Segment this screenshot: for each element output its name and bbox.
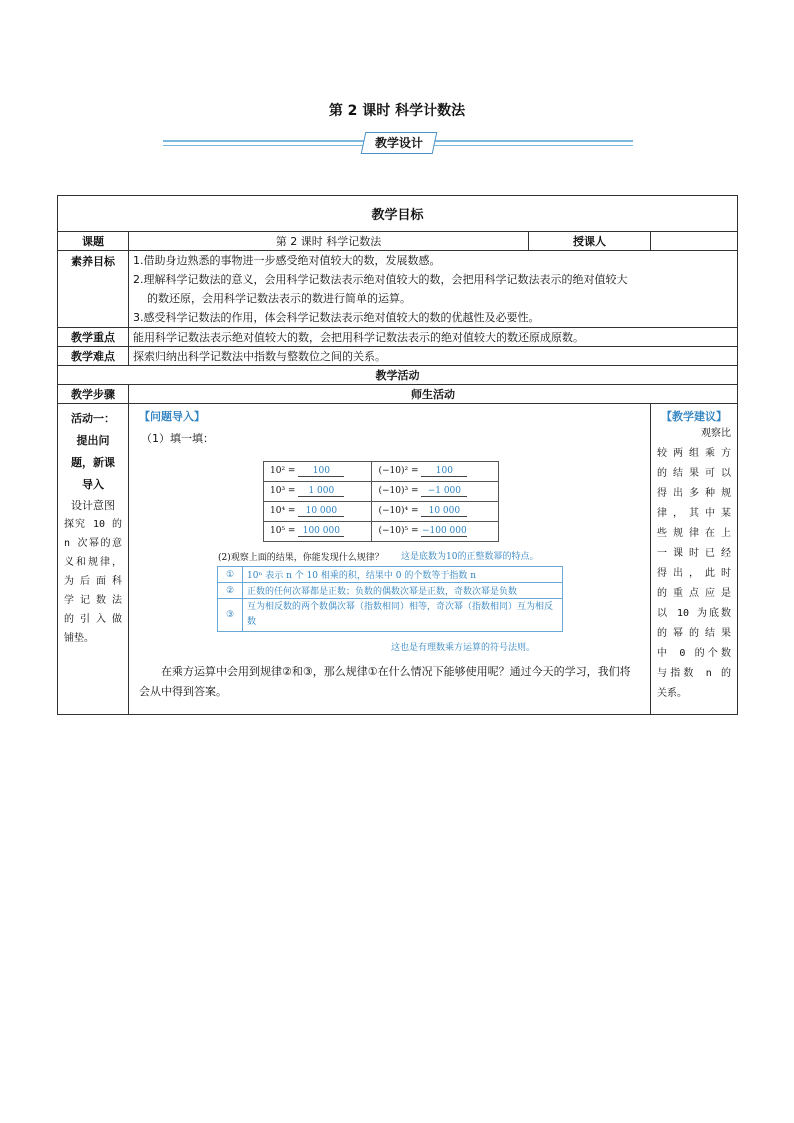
question-2: (2)观察上面的结果，你能发现什么规律？ [218,553,384,563]
difficulty-value: 探索归纳出科学记数法中指数与整数位之间的关系。 [129,347,738,366]
power-expr: 10² = [270,466,296,476]
design-line: 的引入做 [64,614,122,625]
power-expr: 10³ = [270,486,296,496]
rule-number: ③ [218,599,243,632]
power-answer: −1 000 [421,486,467,497]
suggest-line: 一课时已经 [657,548,732,559]
rule-row [218,567,563,583]
suggest-line: 得出多种规 [657,488,732,499]
suggest-line: 观察比 [701,428,732,439]
activity1-title-4: 导入 [82,478,104,491]
goal-2: 2.理解科学记数法的意义，会用科学记数法表示绝对值较大的数，会把用科学记数法表示的绝对值较大 [133,273,628,286]
suggest-line: 的重点应是 [657,588,732,599]
design-line: 义和规律， [64,557,122,568]
power-expr: 10⁵ = [270,526,296,536]
power-answer: −100 000 [421,526,467,536]
course-value: 第 2 课时 科学记数法 [129,232,529,251]
banner-text: 教学设计 [374,136,423,150]
table-header: 教学目标 [58,196,738,232]
power-expr: (−10)³ = [378,486,419,496]
suggest-line: 中 0 的个数 [657,648,732,659]
page-title: 第 2 课时 科学计数法 [328,103,466,119]
rule-number: ① [218,567,243,583]
power-expr: 10⁴ = [270,506,296,516]
design-heading: 设计意图 [71,499,115,512]
annotation-bottom: 这也是有理数乘方运算的符号法则。 [391,643,536,653]
suggest-line: 较两组乘方 [657,448,732,459]
rule-text: 互为相反数的两个数偶次幂（指数相同）相等，奇次幂（指数相同）互为相反数 [243,599,563,632]
annotation-top: 这是底数为10的正整数幂的特点。 [401,552,539,562]
powers-row [264,462,499,482]
design-line: n 次幂的意 [64,538,122,549]
teacher-label: 授课人 [529,232,651,251]
activity1-title-1: 活动一： [71,412,115,425]
activity1-title-2: 提出问 [76,434,110,447]
key-value: 能用科学记数法表示绝对值较大的数，会把用科学记数法表示的绝对值较大的数还原成原数。 [129,328,738,347]
goals-label: 素养目标 [58,251,129,328]
rule-text: 10ⁿ 表示 n 个 10 相乘的积，结果中 0 的个数等于指数 n [243,567,563,583]
suggest-line: 关系。 [657,688,687,699]
rule-row [218,599,563,632]
suggest-line: 律，其中某 [657,508,732,519]
difficulty-label: 教学难点 [58,347,129,366]
suggest-line: 的结果可以 [657,468,732,479]
task-text: （1）填一填： [141,432,214,445]
goals-list [129,251,738,328]
activity1-content [129,404,651,715]
design-line: 为后面科 [64,576,122,587]
power-expr: (−10)² = [378,466,419,476]
intro-paragraph: 在乘方运算中会用到规律②和③，那么规律①在什么情况下能够使用呢？通过今天的学习，我们将会从中得到答案。 [139,665,631,698]
power-answer: 100 [421,466,467,477]
power-answer: 10 000 [421,506,467,517]
activity-label: 师生活动 [129,385,738,404]
goal-2-cont: 的数还原，会用科学记数法表示的数进行简单的运算。 [147,292,411,305]
power-answer: 10 000 [298,506,344,517]
activity1-left [58,404,129,715]
rule-text: 正数的任何次幂都是正数；负数的偶数次幂是正数，奇数次幂是负数 [243,583,563,599]
teacher-value [651,232,738,251]
design-line: 学记数法 [64,595,122,606]
suggest-tag: 【教学建议】 [661,410,727,423]
goal-3: 3.感受科学记数法的作用，体会科学记数法表示绝对值较大的数的优越性及必要性。 [133,311,540,324]
section-tag: 【问题导入】 [139,410,205,423]
suggest-line: 与指数 n 的 [657,668,732,679]
steps-label: 教学步骤 [58,385,129,404]
power-answer: 1 000 [298,486,344,497]
suggest-line: 以 10 为底数 [657,608,732,619]
power-expr: (−10)⁵ = [378,526,419,536]
rules-table [217,566,563,632]
rule-row [218,583,563,599]
power-answer: 100 [298,466,344,477]
powers-row [264,522,499,542]
activity-header: 教学活动 [58,366,738,385]
design-line: 铺垫。 [64,633,94,644]
activity1-title-3: 题，新课 [71,456,115,469]
powers-row [264,502,499,522]
goal-1: 1.借助身边熟悉的事物进一步感受绝对值较大的数，发展数感。 [133,254,441,267]
suggest-line: 的幂的结果 [657,628,732,639]
key-label: 教学重点 [58,328,129,347]
powers-table [263,461,499,542]
suggestion-col [651,404,738,715]
powers-row [264,482,499,502]
suggest-line: 些规律在上 [657,528,732,539]
power-expr: (−10)⁴ = [378,506,419,516]
banner-label [361,132,438,154]
suggest-line: 得出，此时 [657,568,732,579]
rule-number: ② [218,583,243,599]
design-line: 探究 10 的 [64,519,122,530]
power-answer: 100 000 [298,526,344,537]
course-label: 课题 [58,232,129,251]
lesson-table [57,195,738,715]
